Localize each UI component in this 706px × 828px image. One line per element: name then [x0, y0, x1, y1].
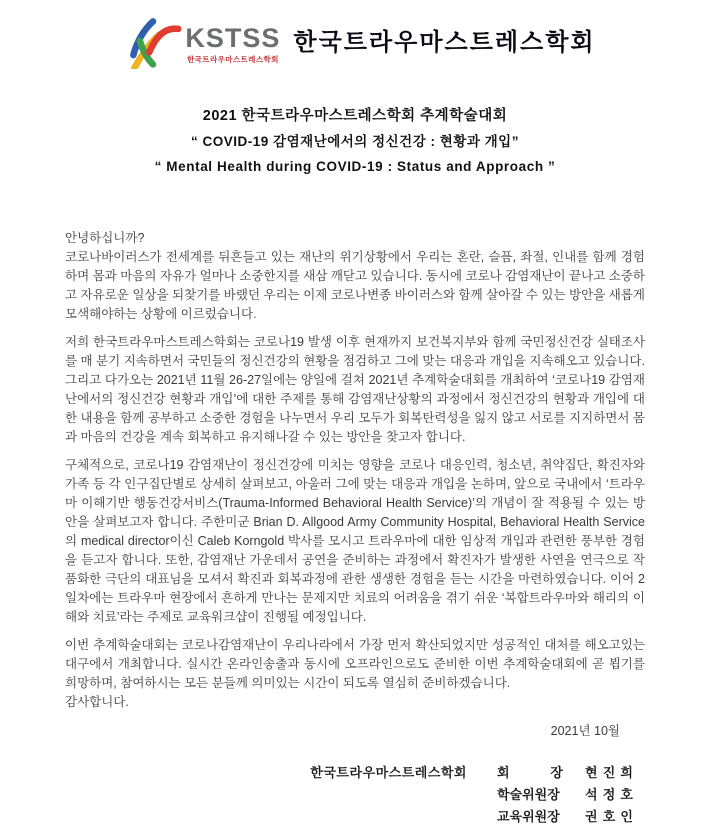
- closing-line: 감사합니다.: [65, 695, 129, 709]
- signature-role-title: 교육위원장: [497, 809, 560, 824]
- logo-stroke-red: [150, 29, 179, 53]
- paragraph-group-4: [65, 636, 645, 712]
- conference-title: 2021 한국트라우마스트레스학회 추계학술대회: [202, 108, 508, 124]
- signature-organization: 한국트라우마스트레스학회: [310, 765, 467, 780]
- conference-subtitle-english: “ Mental Health during COVID-19 : Status and Approach ”: [154, 159, 556, 174]
- paragraph: 이번 추계학술대회는 코로나감염재난이 우리나라에서 가장 먼저 확산되었지만 성공적인 대처를 해오고있는 대구에서 개최합니다. 실시간 온라인송출과 동시에 오프라인으로도 준비한 이번 추계학술대회에 곧 뵙기를 희망하며, 참여하시는 모든 분들께 의미있는 시간이 되도록 열심히 준비하겠습니다.: [65, 638, 645, 690]
- signature-row: [65, 806, 633, 828]
- signature-role-name: 석 정 호: [585, 787, 633, 802]
- signature-role-name: 현 진 희: [585, 765, 633, 780]
- kstss-logo: [124, 15, 280, 69]
- conference-title-block: [65, 104, 645, 179]
- signature-row: [65, 784, 633, 806]
- letterhead: [75, 13, 645, 71]
- conference-subtitle-korean: “ COVID-19 감염재난에서의 정신건강 : 현황과 개입”: [191, 134, 519, 149]
- logo-text-block: [185, 24, 280, 65]
- paragraph: 구체적으로, 코로나19 감염재난이 정신건강에 미치는 영향을 코로나 대응인력, 청소년, 취약집단, 확진자와 가족 등 각 인구집단별로 상세히 살펴보고, 아울러 그에 맞는 대응과 개입을 논하며, 앞으로 국내에서 ‘트라우마 이해기반 행동건강서비스(Trauma-Informed Behavioral Health Service)’의 개념이 잘 적용될 수 있는 방안을 살펴보고자 합니다. 주한미군 Brian D. Allgood Army Community Hospital, Behavioral Health Service의 medical director이신 Caleb Korngold 박사를 모시고 트라우마에 대한 임상적 개입과 관련한 풍부한 경험을 듣고자 합니다. 또한, 감염재난 가운데서 공연을 준비하는 과정에서 확진자가 발생한 사연을 연극으로 작품화한 극단의 대표님을 모셔서 확진과 회복과정에 관한 생생한 경험을 듣는 시간을 마련하였습니다. 이어 2일차에는 트라우마 현장에서 흔하게 만나는 문제지만 치료의 어려움을 겪기 쉬운 ‘복합트라우마와 해리의 이해와 치료’라는 주제로 교육워크샵이 진행될 예정입니다.: [65, 458, 645, 624]
- letter-body: [65, 229, 645, 741]
- logo-acronym: KSTSS: [185, 23, 281, 53]
- greeting-line: 안녕하십니까?: [65, 231, 145, 245]
- signature-role-title: 학술위원장: [497, 787, 560, 802]
- paragraph-group-1: [65, 229, 645, 324]
- logo-subtext: 한국트라우마스트레스학회: [187, 55, 279, 64]
- paragraph: 코로나바이러스가 전세계를 뒤흔들고 있는 재난의 위기상황에서 우리는 혼란, 슬픔, 좌절, 인내를 함께 경험하며 몸과 마음의 자유가 얼마나 소중한지를 새삼 깨닫고 있습니다. 동시에 코로나 감염재난이 끝나고 소중하고 자유로운 일상을 되찾기를 바랬던 우리는 이제 코로나변종 바이러스와 함께 살아갈 수 있는 방안을 새롭게 모색해야하는 상황에 이르렀습니다.: [65, 250, 645, 321]
- signature-role-title: 회 장: [497, 765, 563, 780]
- signature-role-name: 권 호 인: [585, 809, 633, 824]
- paragraph: 저희 한국트라우마스트레스학회는 코로나19 발생 이후 현재까지 보건복지부와 함께 국민정신건강 실태조사를 매 분기 지속하면서 국민들의 정신건강의 현황을 점검하고 그에 맞는 대응과 개입을 지속해오고 있습니다. 그리고 다가오는 2021년 11월 26-27일에는 양일에 걸쳐 2021년 추계학술대회를 개최하여 ‘코로나19 감염재난에서의 정신건강 현황과 개입’에 대한 주제를 통해 감염재난상황의 과정에서 정신건강의 현황과 개입에 대한 내용을 함께 공부하고 소중한 경험을 나누면서 우리 모두가 회복탄력성을 잃지 않고 서로를 지지하면서 몸과 마음의 건강을 계속 회복하고 유지해나갈 수 있는 방안을 찾고자 합니다.: [65, 335, 645, 444]
- date-line: 2021년 10월: [550, 724, 620, 738]
- kstss-logo-icon: [124, 15, 182, 69]
- signature-row: [65, 762, 633, 784]
- organization-title: 한국트라우마스트레스학회: [293, 28, 596, 56]
- signature-block: [65, 762, 645, 828]
